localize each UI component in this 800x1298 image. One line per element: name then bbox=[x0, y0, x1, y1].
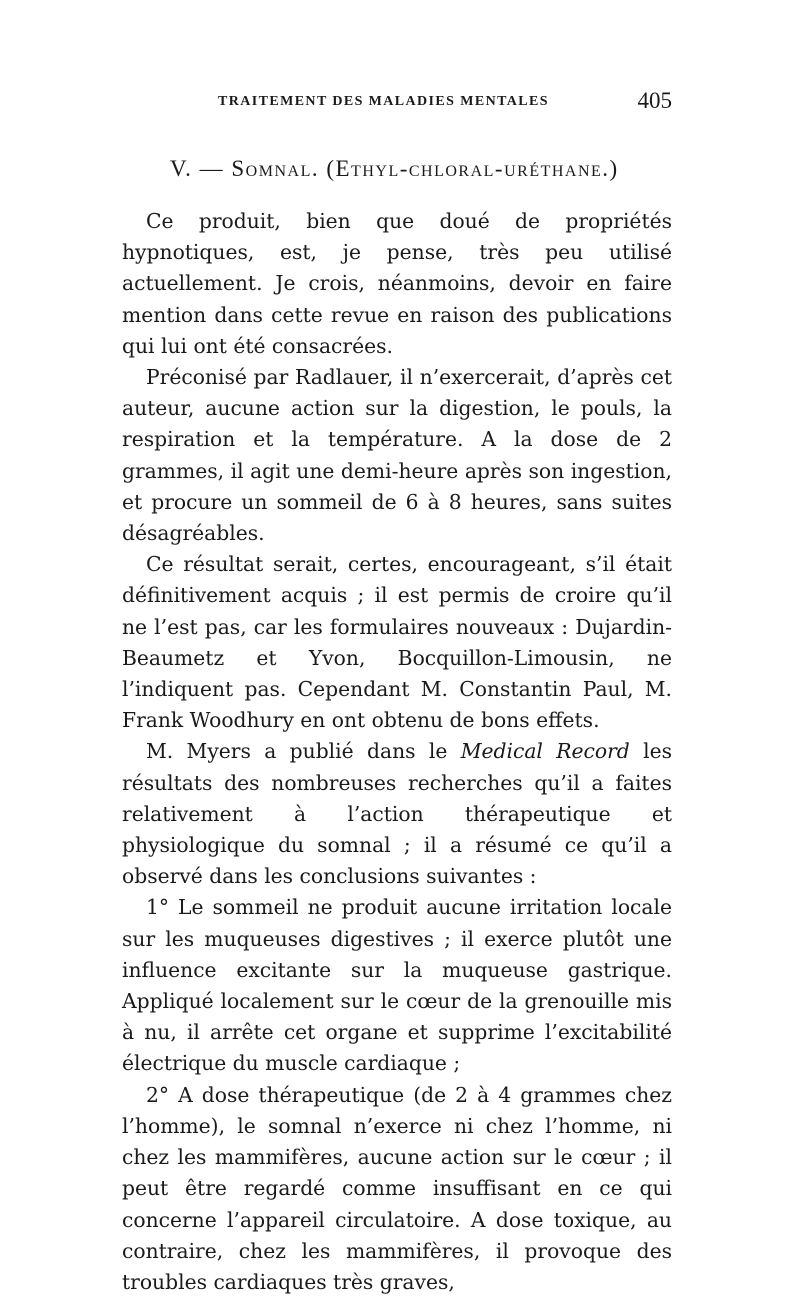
running-head bbox=[122, 88, 672, 122]
body-text bbox=[122, 206, 672, 1298]
paragraph-myers bbox=[122, 736, 672, 892]
conclusion-2: 2° A dose thérapeutique (de 2 à 4 grammes chez l’homme), le somnal n’exerce ni chez l’homme, ni chez les mammifères, aucune action sur le cœur ; il peut être regardé comme insuffisant en ce qui concerne l’appareil circulatoire. A dose toxique, au contraire, chez les mammifères, il provoque des troubles cardiaques très graves, bbox=[122, 1082, 672, 1294]
running-title: TRAITEMENT DES MALADIES MENTALES bbox=[218, 94, 549, 109]
page-number: 405 bbox=[637, 88, 672, 113]
conclusion-1: 1° Le sommeil ne produit aucune irritation locale sur les muqueuses digestives ; il exerce plutôt une influence excitante sur la muqueuse gastrique. Appliqué localement sur le cœur de la grenouille mis à nu, il arrête cet organe et supprime l’excitabilité électrique du muscle cardiaque ; bbox=[122, 895, 672, 1076]
book-page bbox=[122, 88, 672, 1298]
journal-title: Medical Record bbox=[460, 739, 630, 764]
paragraph-myers-text-after: les résultats des nombreuses recherches qu’il a faites relativement à l’action thérapeutique et physiologique du somnal ; il a résumé ce qu’il a observé dans les conclusions suivantes : bbox=[122, 739, 673, 889]
paragraph-radlauer: Préconisé par Radlauer, il n’exercerait, d’après cet auteur, aucune action sur la digestion, le pouls, la respiration et la température. A la dose de 2 grammes, il agit une demi-heure après son ingestion, et procure un sommeil de 6 à 8 heures, sans suites désagréables. bbox=[122, 365, 672, 546]
paragraph-myers-text-before: M. Myers a publié dans le bbox=[146, 739, 461, 764]
section-heading: V. — Somnal. (Ethyl-chloral-uréthane.) bbox=[170, 156, 619, 181]
paragraph-somnal-intro: Ce produit, bien que doué de propriétés hypnotiques, est, je pense, très peu utilisé actuellement. Je crois, néanmoins, devoir en faire mention dans cette revue en raison des publications qui lui ont été consacrées. bbox=[122, 209, 672, 358]
paragraph-result: Ce résultat serait, certes, encourageant, s’il était définitivement acquis ; il est permis de croire qu’il ne l’est pas, car les formulaires nouveaux : Dujardin-Beaumetz et Yvon, Bocquillon-Limousin, ne l’indiquent pas. Cependant M. Constantin Paul, M. Frank Woodhury en ont obtenu de bons effets. bbox=[122, 552, 672, 733]
